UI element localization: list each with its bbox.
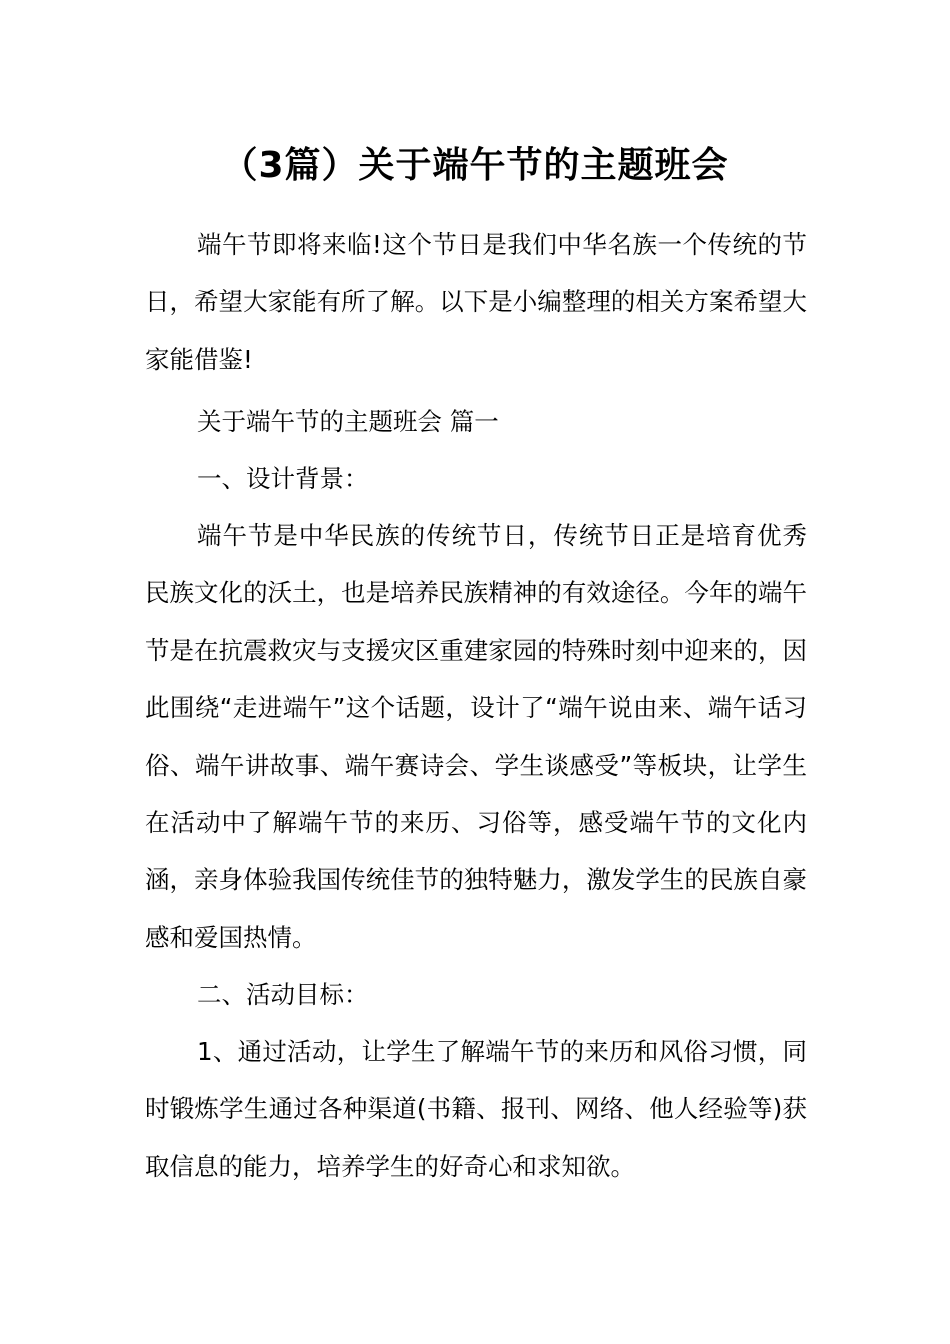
intro-paragraph: 端午节即将来临!这个节日是我们中华名族一个传统的节日，希望大家能有所了解。以下是小编整理的相关方案希望大家能借鉴! [145, 230, 807, 374]
design-background-paragraph: 端午节是中华民族的传统节日，传统节日正是培育优秀民族文化的沃土，也是培养民族精神的有效途径。今年的端午节是在抗震救灾与支援灾区重建家园的特殊时刻中迎来的，因此围绕“走进端午”这个话题，设计了“端午说由来、端午话习俗、端午讲故事、端午赛诗会、学生谈感受”等板块，让学生在活动中了解端午节的来历、习俗等，感受端午节的文化内涵，亲身体验我国传统佳节的独特魅力，激发学生的民族自豪感和爱国热情。 [145, 521, 807, 952]
activity-goal-paragraph: 1、通过活动，让学生了解端午节的来历和风俗习惯，同时锻炼学生通过各种渠道(书籍、报刊、网络、他人经验等)获取信息的能力，培养学生的好奇心和求知欲。 [145, 1037, 807, 1181]
section-heading-part-one: 关于端午节的主题班会 篇一 [197, 407, 499, 436]
document-title: （3篇）关于端午节的主题班会 [221, 145, 729, 186]
heading-activity-goals: 二、活动目标： [197, 980, 369, 1009]
heading-design-background: 一、设计背景： [197, 464, 369, 493]
